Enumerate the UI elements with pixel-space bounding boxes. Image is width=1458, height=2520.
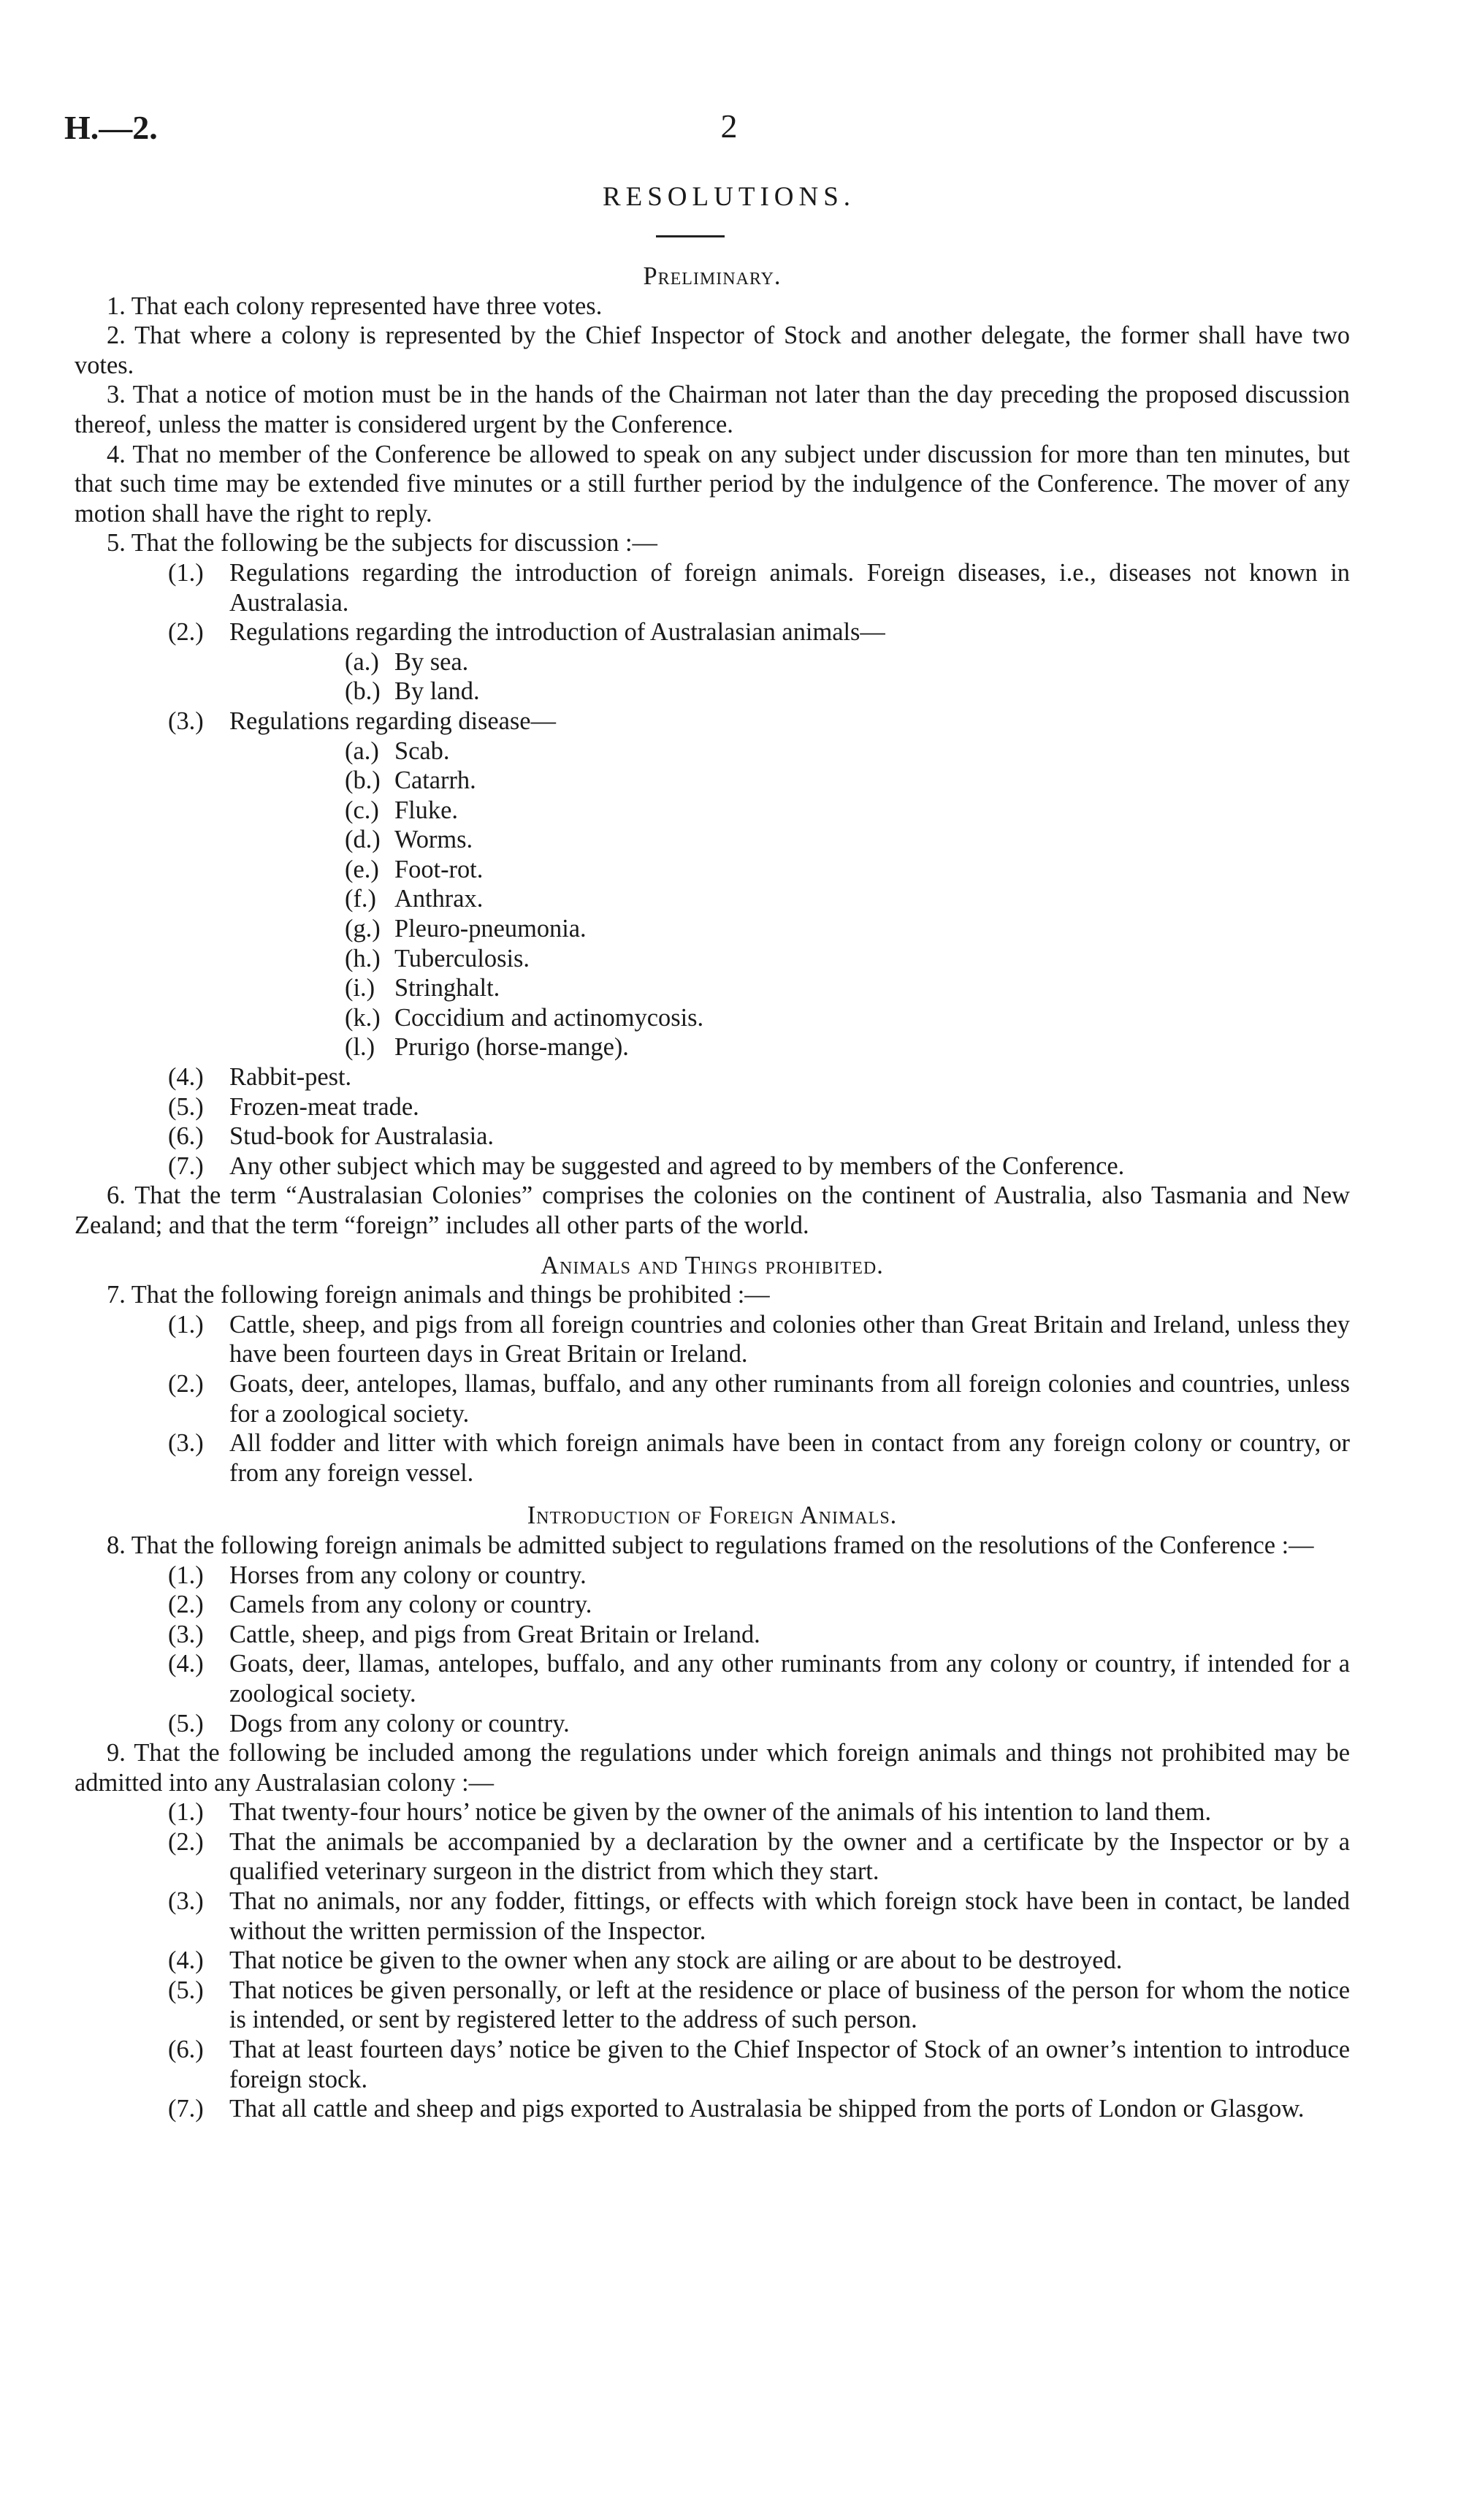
resolution-1: 1. That each colony represented have three votes.	[107, 292, 603, 320]
resolution-8: 8. That the following foreign animals be admitted subject to regulations framed on the resolutions of the Conference :—	[107, 1531, 1314, 1559]
resolution-6: 6. That the term “Australasian Colonies” comprises the colonies on the continent of Australia, also Tasmania and New Zealand; and that the term “foreign” includes all other parts of the world.	[75, 1181, 1350, 1239]
prohibited-item: (2.) Goats, deer, antelopes, llamas, buffalo, and any other ruminants from all foreign colonies and countries, unless for a zoological society.	[168, 1369, 1350, 1428]
regulation-item: (4.) That notice be given to the owner when any stock are ailing or are about to be destroyed.	[168, 1946, 1123, 1975]
disease-item: (l.) Prurigo (horse-mange).	[345, 1033, 629, 1062]
subject-item: (1.) Regulations regarding the introduction of foreign animals. Foreign diseases, i.e., diseases not known in Australasia.	[168, 558, 1350, 617]
regulation-item: (6.) That at least fourteen days’ notice be given to the Chief Inspector of Stock of an owner’s intention to introduce foreign stock.	[168, 2036, 1350, 2093]
resolution-2: 2. That where a colony is represented by the Chief Inspector of Stock and another delegate, the former shall have two votes.	[75, 321, 1350, 379]
disease-item: (g.) Pleuro-pneumonia.	[345, 915, 587, 943]
regulation-item: (7.) That all cattle and sheep and pigs exported to Australasia be shipped from the ports of London or Glasgow.	[168, 2095, 1305, 2123]
resolution-4: 4. That no member of the Conference be allowed to speak on any subject under discussion for more than ten minutes, but that such time may be extended five minutes or a still further period by the indulgence of the Conference. The mover of any motion shall have the right to reply.	[75, 440, 1350, 528]
regulation-item: (1.) That twenty-four hours’ notice be given by the owner of the animals of his intention to land them.	[168, 1798, 1212, 1827]
subject-item: (6.) Stud-book for Australasia.	[168, 1122, 495, 1151]
disease-item: (b.) Catarrh.	[345, 766, 476, 795]
resolution-9: 9. That the following be included among the regulations under which foreign animals and things not prohibited may be admitted into any Australasian colony :—	[75, 1739, 1350, 1797]
regulation-item: (3.) That no animals, nor any fodder, fittings, or effects with which foreign stock have been in contact, be landed without the written permission of the Inspector.	[168, 1887, 1350, 1945]
prohibited-item: (3.) All fodder and litter with which foreign animals have been in contact from any foreign colony or country, or from any foreign vessel.	[168, 1429, 1350, 1487]
page-number: 2	[720, 107, 738, 145]
subject-item: (4.) Rabbit-pest.	[168, 1063, 352, 1092]
section-heading-preliminary: Preliminary.	[643, 262, 782, 290]
subject-subitem: (a.) By sea.	[345, 647, 469, 676]
regulation-item: (5.) That notices be given personally, or left at the residence or place of business of the person for whom the notice is intended, or sent by registered letter to the address of such person.	[168, 1976, 1350, 2034]
resolution-5: 5. That the following be the subjects for discussion :—	[107, 529, 657, 557]
admitted-item: (2.) Camels from any colony or country.	[168, 1591, 592, 1619]
document-code: H.—2.	[64, 109, 158, 146]
disease-item: (e.) Foot-rot.	[345, 855, 484, 883]
regulation-item: (2.) That the animals be accompanied by a declaration by the owner and a certificate by the Inspector or by a qualified veterinary surgeon in the district from which they start.	[168, 1827, 1350, 1886]
disease-item: (a.) Scab.	[345, 736, 450, 765]
subject-item: (2.) Regulations regarding the introduction of Australasian animals—	[168, 618, 885, 647]
resolution-3: 3. That a notice of motion must be in the hands of the Chairman not later than the day preceding the proposed discussion thereof, unless the matter is considered urgent by the Conference.	[75, 381, 1350, 438]
page-title: RESOLUTIONS.	[602, 182, 856, 212]
subject-item: (3.) Regulations regarding disease—	[168, 707, 556, 735]
disease-item: (i.) Stringhalt.	[345, 974, 500, 1002]
subject-item: (5.) Frozen-meat trade.	[168, 1092, 419, 1121]
admitted-item: (3.) Cattle, sheep, and pigs from Great Britain or Ireland.	[168, 1620, 760, 1648]
admitted-item: (1.) Horses from any colony or country.	[168, 1561, 587, 1589]
title-rule	[656, 235, 725, 237]
section-heading-prohibited: Animals and Things prohibited.	[541, 1251, 884, 1279]
subject-subitem: (b.) By land.	[345, 677, 480, 706]
disease-item: (h.) Tuberculosis.	[345, 944, 530, 972]
resolution-7: 7. That the following foreign animals and things be prohibited :—	[107, 1281, 770, 1309]
disease-item: (d.) Worms.	[345, 826, 473, 854]
resolutions-body	[75, 262, 1350, 2124]
subject-item: (7.) Any other subject which may be suggested and agreed to by members of the Conference.	[168, 1151, 1125, 1180]
disease-item: (c.) Fluke.	[345, 796, 458, 824]
disease-item: (k.) Coccidium and actinomycosis.	[345, 1003, 704, 1032]
admitted-item: (4.) Goats, deer, llamas, antelopes, buffalo, and any other ruminants from any colony or country, if intended for a zoological society.	[168, 1650, 1350, 1708]
prohibited-item: (1.) Cattle, sheep, and pigs from all foreign countries and colonies other than Great Britain and Ireland, unless they have been fourteen days in Great Britain or Ireland.	[168, 1310, 1350, 1369]
disease-item: (f.) Anthrax.	[345, 885, 484, 913]
admitted-item: (5.) Dogs from any colony or country.	[168, 1709, 570, 1737]
section-heading-introduction: Introduction of Foreign Animals.	[527, 1501, 898, 1530]
